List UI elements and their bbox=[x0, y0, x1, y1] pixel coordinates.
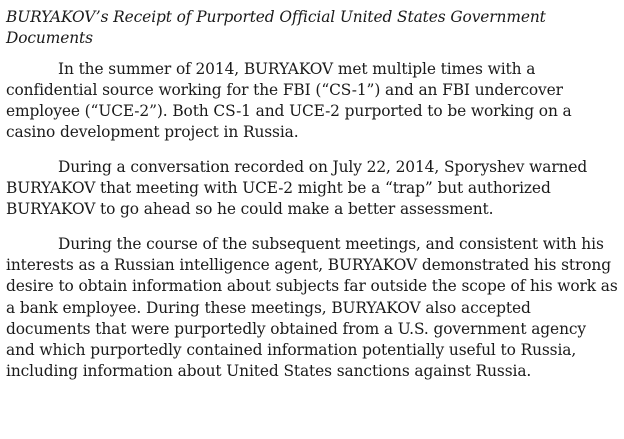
document-body bbox=[6, 7, 618, 396]
section-heading: BURYAKOV’s Receipt of Purported Official United States Government Documents bbox=[6, 8, 546, 48]
paragraph-subsequent-meetings: During the course of the subsequent meetings, and consistent with his interests as a Russian intelligence agent, BURYAKOV demonstrated his strong desire to obtain information about subjects far outside the scope of his work as a bank employee. During these meetings, BURYAKOV also accepted documents that were purportedly obtained from a U.S. government agency and which purportedly contained information potentially useful to Russia, including information about United States sanctions against Russia. bbox=[6, 234, 618, 381]
paragraph-conversation: During a conversation recorded on July 22, 2014, Sporyshev warned BURYAKOV that meeting with UCE-2 might be a “trap” but authorized BURYAKOV to go ahead so he could make a better assessment. bbox=[6, 157, 588, 219]
paragraph-meetings: In the summer of 2014, BURYAKOV met multiple times with a confidential source working for the FBI (“CS-1”) and an FBI undercover employee (“UCE-2”). Both CS-1 and UCE-2 purported to be working on a casino development project in Russia. bbox=[6, 59, 572, 142]
